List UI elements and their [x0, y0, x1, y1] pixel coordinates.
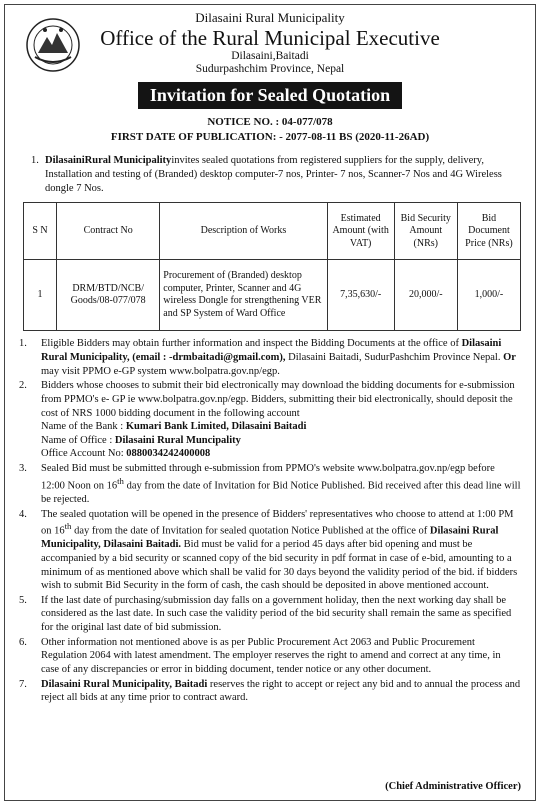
cell-description: Procurement of (Branded) desktop computer, Printer, Scanner and 4G wireless Dongle for strengthening VER and SP System of Ward Office [160, 260, 327, 331]
office-name: Office of the Rural Municipal Executive [100, 25, 440, 50]
term-text: Eligible Bidders may obtain further information and inspect the Bidding Documents at the office of [41, 338, 462, 350]
cell-sn: 1 [24, 260, 57, 331]
intro-lead: DilasainiRural Municipality [45, 155, 172, 167]
notice-document [4, 4, 536, 801]
header-description: Description of Works [160, 203, 327, 260]
notice-meta [5, 115, 535, 147]
table-row [24, 260, 521, 331]
office-label: Name of Office : [41, 434, 115, 446]
notice-title-banner: Invitation for Sealed Quotation [138, 82, 402, 109]
government-emblem-icon [25, 17, 81, 73]
ordinal-suffix: th [117, 475, 124, 486]
term-text: Dilasaini Baitadi, SudurPashchim Province Nepal. [285, 351, 504, 363]
term-text: day from the date of Invitation for sealed quotation Notice Published at the office of [71, 525, 430, 537]
table-header-row [24, 203, 521, 260]
address-line-2: Sudurpashchim Province, Nepal [195, 63, 345, 76]
term-text: day from the date of Invitation for Bid Notice Published. Bid received after this dead line will be rejected. [41, 480, 521, 505]
term-item [19, 594, 521, 635]
bank-label: Name of the Bank : [41, 421, 126, 433]
item-number: 5. [19, 594, 27, 606]
term-text: Bidders whose chooses to submit their bid electronically may download the bidding documents for e-submission from PPMO's e- GP ie www.bolpatra.gov.np/egp. Bidders, submitting their bid electronically, should deposit the cost of NRS 1000 bidding document in the following account [41, 380, 515, 419]
item-number: 1. [19, 338, 27, 350]
term-text: Other information not mentioned above is as per Public Procurement Act 2063 and Public Procurement Regulation 2064 with latest amendment. The employer reserves the right to amend and correct at any time, in case of any discrepancies or error in bidding document, tender notice or any other document. [41, 636, 501, 676]
intro-paragraph [31, 154, 521, 195]
cell-document-price: 1,000/- [457, 260, 520, 331]
term-text: The sealed quotation will be opened in the presence of Bidders' representatives who choose to attend at 1:00 PM on 16 [41, 508, 514, 537]
header-sn: S N [24, 203, 57, 260]
term-text: If the last date of purchasing/submission day falls on a government holiday, then the next working day shall be considered as the last date. In such case the validity period of the bid security shall remain the same as specified for the original last date of bid submission. [41, 594, 512, 634]
item-number: 7. [19, 678, 27, 690]
term-text: reserves the right to accept or reject any bid and to annual the process and reject all bids at any time prior to contract award. [41, 678, 521, 704]
term-emphasis: Dilasaini Rural Municipality, Dilasaini Baitadi. [41, 525, 499, 551]
notice-number: NOTICE NO. : 04-077/078 [207, 115, 333, 128]
term-emphasis: Dilasaini Rural Municipality, Baitadi [41, 678, 208, 690]
term-item [19, 379, 521, 461]
item-number: 1. [31, 155, 39, 167]
header-document-price: Bid Document Price (NRs) [457, 203, 520, 260]
term-item [19, 636, 521, 677]
header-contract-no: Contract No [57, 203, 160, 260]
account-number: 0880034242400008 [126, 448, 211, 460]
term-text: Sealed Bid must be submitted through e-submission from PPMO's website www.bolpatra.gov.np/egp before 12:00 Noon on 16 [41, 463, 495, 492]
item-number: 2. [19, 380, 27, 392]
item-number: 3. [19, 463, 27, 475]
term-item [19, 678, 521, 705]
signature-title: (Chief Administrative Officer) [385, 781, 521, 792]
item-number: 4. [19, 508, 27, 520]
ordinal-suffix: th [64, 521, 72, 532]
cell-contract-no: DRM/BTD/NCB/ Goods/08-077/078 [57, 260, 160, 331]
bank-name: Kumari Bank Limited, Dilasaini Baitadi [125, 421, 307, 433]
account-label: Office Account No: [41, 448, 127, 460]
header-bid-security: Bid Security Amount (NRs) [394, 203, 457, 260]
letterhead [5, 5, 535, 77]
term-text: may visit PPMO e-GP system www.bolpatra.gov.np/egp. [41, 365, 280, 377]
municipality-name: Dilasaini Rural Municipality [195, 10, 345, 25]
term-item [19, 462, 521, 506]
cell-estimated-amount: 7,35,630/- [327, 260, 394, 331]
publication-date: FIRST DATE OF PUBLICATION: - 2077-08-11 BS (2020-11-26AD) [110, 131, 430, 144]
cell-bid-security: 20,000/- [394, 260, 457, 331]
address-line-1: Dilasaini,Baitadi [231, 50, 309, 63]
header-estimated-amount: Estimated Amount (with VAT) [327, 203, 394, 260]
item-number: 6. [19, 636, 27, 648]
term-text: Bid must be valid for a period 45 days after bid opening and must be accompanied by a bid security or scanned copy of the bid security in pdf format in case of e-bid, amounting to a minimum of as mentioned above which shall be valid for 30 days beyond the validity period of the bid. if bidders wish to submit Bid Security in the form of cash, the cash should be deposited in above mentioned account. [41, 539, 518, 592]
intro-text: invites sealed quotations from registered suppliers for the supply, delivery, Installation and testing of (Branded) desktop computer-7 nos, Printer- 7 nos, Scanner-7 Nos and 4G Wireless dongle 7 Nos. [45, 155, 502, 194]
terms-list [19, 337, 521, 705]
office-email: Dilasaini Rural Municipality, (email : -drmbaitadi@gmail.com), [41, 338, 502, 363]
term-item [19, 508, 521, 593]
account-office-name: Dilasaini Rural Muncipality [114, 434, 241, 446]
term-emphasis: Or [503, 351, 516, 363]
works-table [23, 202, 521, 331]
term-item [19, 337, 521, 378]
